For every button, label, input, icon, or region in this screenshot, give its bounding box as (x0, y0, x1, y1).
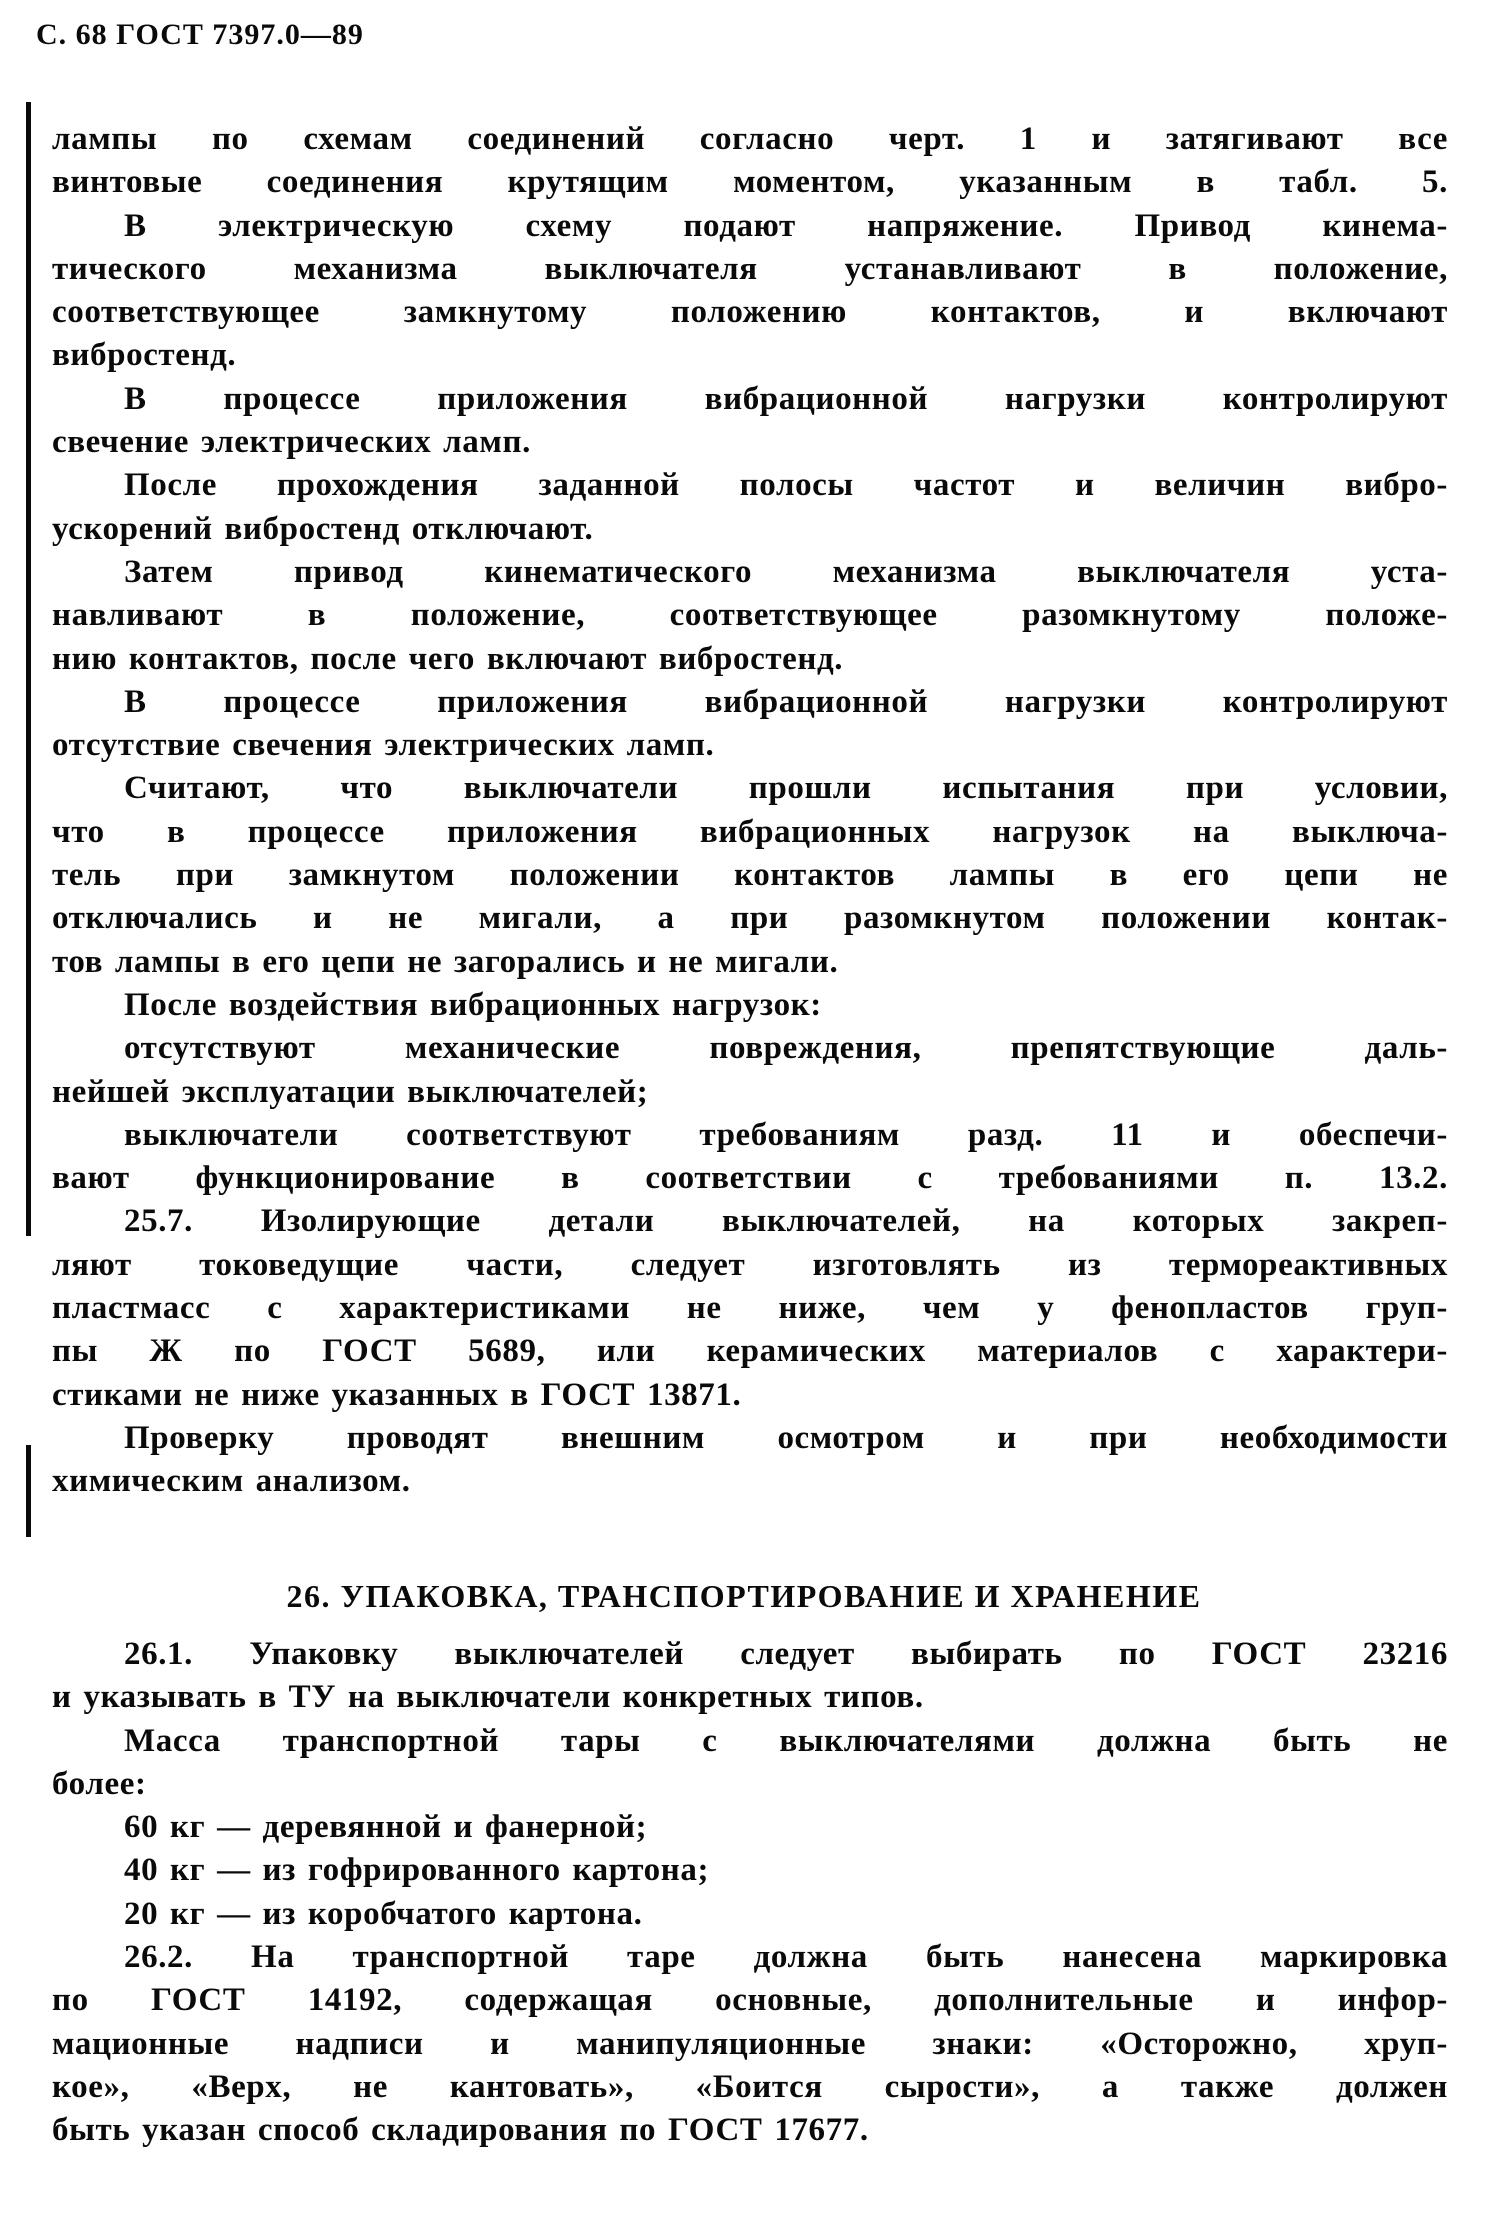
text-line: 60 кг — деревянной и фанерной; (124, 1809, 648, 1846)
text-line: и указывать в ТУ на выключатели конкретных типов. (52, 1679, 924, 1716)
text-line: В процессе приложения вибрационной нагрузки контролируют (124, 683, 1448, 720)
text-line: винтовые соединения крутящим моментом, указанным в табл. 5. (52, 164, 1448, 201)
text-line: навливают в положение, соответствующее разомкнутому положе- (52, 597, 1448, 634)
body-text-block-1 (52, 118, 1448, 1504)
text-line: нейшей эксплуатации выключателей; (52, 1073, 649, 1110)
text-line: что в процессе приложения вибрационных нагрузок на выключа- (52, 813, 1448, 850)
text-line: 26.1. Упаковку выключателей следует выбирать по ГОСТ 23216 (124, 1636, 1448, 1672)
text-line: Считают, что выключатели прошли испытания при условии, (124, 770, 1448, 807)
text-line: выключатели соответствуют требованиям разд. 11 и обеспечи- (124, 1116, 1448, 1153)
text-line: В процессе приложения вибрационной нагрузки контролируют (124, 380, 1448, 417)
text-line: быть указан способ складирования по ГОСТ 17677. (52, 2112, 869, 2149)
text-line: 25.7. Изолирующие детали выключателей, на которых закреп- (124, 1203, 1448, 1240)
text-line: пластмасс с характеристиками не ниже, чем у фенопластов груп- (52, 1290, 1448, 1327)
body-text-block-2 (52, 1633, 1448, 2153)
text-line: 26.2. На транспортной таре должна быть нанесена маркировка (124, 1939, 1448, 1976)
text-line: отключались и не мигали, а при разомкнутом положении контак- (52, 900, 1448, 937)
page-header: С. 68 ГОСТ 7397.0—89 (36, 18, 364, 51)
text-line: пы Ж по ГОСТ 5689, или керамических материалов с характери- (52, 1333, 1448, 1370)
text-line: Масса транспортной тары с выключателями должна быть не (124, 1722, 1448, 1759)
section-heading: 26. УПАКОВКА, ТРАНСПОРТИРОВАНИЕ И ХРАНЕНИЕ (286, 1578, 1202, 1614)
text-line: После прохождения заданной полосы частот и величин вибро- (124, 467, 1448, 504)
text-line: химическим анализом. (52, 1463, 411, 1500)
change-marker-bar (26, 102, 31, 1236)
text-line: отсутствуют механические повреждения, препятствующие даль- (124, 1030, 1448, 1067)
change-marker-bar (26, 1445, 31, 1537)
text-line: мационные надписи и манипуляционные знаки: «Осторожно, хруп- (52, 2025, 1448, 2062)
text-line: отсутствие свечения электрических ламп. (52, 727, 715, 764)
text-line: После воздействия вибрационных нагрузок: (124, 986, 822, 1023)
text-line: вают функционирование в соответствии с требованиями п. 13.2. (52, 1160, 1448, 1197)
text-line: Затем привод кинематического механизма выключателя уста- (124, 553, 1448, 590)
text-line: тов лампы в его цепи не загорались и не мигали. (52, 943, 839, 980)
text-line: кое», «Верх, не кантовать», «Боится сырости», а также должен (52, 2068, 1448, 2105)
text-line: стиками не ниже указанных в ГОСТ 13871. (52, 1376, 742, 1413)
text-line: тического механизма выключателя устанавливают в положение, (52, 250, 1448, 287)
text-line: нию контактов, после чего включают вибростенд. (52, 640, 844, 677)
text-line: свечение электрических ламп. (52, 424, 531, 461)
text-line: соответствующее замкнутому положению контактов, и включают (52, 294, 1448, 331)
text-line: тель при замкнутом положении контактов лампы в его цепи не (52, 857, 1448, 894)
text-line: 40 кг — из гофрированного картона; (124, 1852, 710, 1889)
text-line: Проверку проводят внешним осмотром и при необходимости (124, 1419, 1448, 1456)
text-line: ускорений вибростенд отключают. (52, 510, 594, 547)
text-line: 20 кг — из коробчатого картона. (124, 1895, 643, 1932)
text-line: по ГОСТ 14192, содержащая основные, дополнительные и инфор- (52, 1982, 1448, 2019)
text-line: В электрическую схему подают напряжение. Привод кинема- (124, 207, 1448, 244)
text-line: ляют токоведущие части, следует изготовлять из термореактивных (52, 1246, 1448, 1283)
text-line: вибростенд. (52, 337, 237, 374)
text-line: лампы по схемам соединений согласно черт. 1 и затягивают все (52, 121, 1448, 157)
text-line: более: (52, 1765, 147, 1802)
